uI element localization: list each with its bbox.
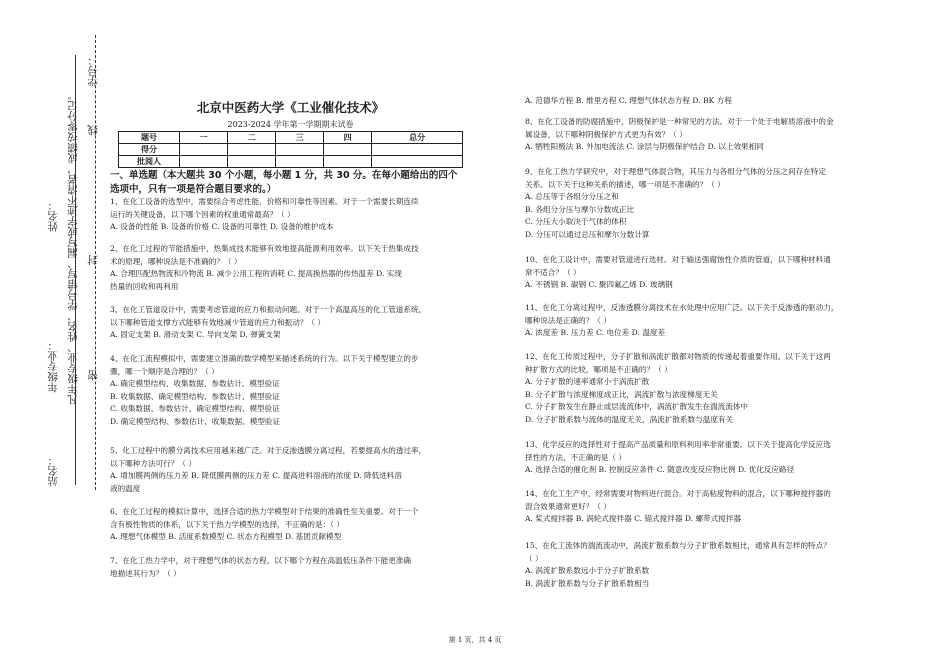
binding-warning: 凡年级专业、姓名、学号错写、漏写或字迹不清者，成绩按零分记。 bbox=[67, 90, 79, 405]
question-block bbox=[525, 95, 870, 108]
question-block bbox=[525, 116, 870, 154]
question-line: A. 设备的性能 B. 设备的价格 C. 设备的可靠性 D. 设备的维护成本 bbox=[110, 222, 334, 232]
question-line: D. 确定模型结构、参数估计、收集数据、模型验证 bbox=[110, 416, 281, 426]
question-line: A. 涡流扩散系数远小于分子扩散系数 bbox=[525, 566, 650, 576]
question-block bbox=[110, 445, 480, 495]
score-cell[interactable] bbox=[372, 144, 463, 156]
page-footer: 第 1 页，共 4 页 bbox=[448, 636, 502, 644]
grader-cell[interactable] bbox=[324, 156, 372, 168]
question-text: 3、在化工管道设计中，需要考虑管道的应力和振动问题。对于一个高温高压的化工管道系统， bbox=[110, 305, 427, 314]
score-cell[interactable] bbox=[324, 144, 372, 156]
grader-cell[interactable] bbox=[228, 156, 276, 168]
question-line: D. 分子扩散系数与流体的温度无关，涡流扩散系数与温度有关 bbox=[525, 414, 734, 424]
question-line: B. 收集数据、确定模型结构、参数估计、模型验证 bbox=[110, 391, 280, 401]
question-text: 9、在化工热力学研究中，对于理想气体混合物，其压力与各组分气体的分压之间存在特定 bbox=[525, 167, 826, 176]
question-line: D. 分压可以通过总压和摩尔分数计算 bbox=[525, 229, 650, 239]
exam-subtitle: 2023-2024 学年第一学期期末试卷 bbox=[227, 120, 354, 129]
question-line: A. 增加膜两侧的压力差 B. 降低膜两侧的压力差 C. 提高进料溶液的浓度 D. 降低进料溶 bbox=[110, 471, 402, 481]
grader-cell[interactable] bbox=[276, 156, 324, 168]
question-line: A. 合理匹配热物流和冷物流 B. 减少公用工程的消耗 C. 提高换热器的传热温差 D. 实现 bbox=[110, 269, 402, 279]
question-line: 以下哪种方法可行？（ ） bbox=[110, 458, 196, 468]
seal-char-feng: 封 bbox=[87, 255, 99, 266]
question-text: 4、在化工流程模拟中，需要建立准确的数学模型来描述系统的行为。以下关于模型建立的步 bbox=[110, 354, 419, 363]
question-line: 择性的方法，不正确的是（ ） bbox=[525, 452, 627, 462]
question-line: 含有极性物质的体系，以下关于热力学模型的选择，不正确的是：（ ） bbox=[110, 519, 345, 529]
question-line: （ ） bbox=[525, 553, 543, 563]
question-line: A. 总压等于各组分分压之和 bbox=[525, 192, 619, 202]
question-block bbox=[525, 254, 870, 292]
question-line: 以下哪种管道支撑方式能够有效地减少管道的应力和振动？（ ） bbox=[110, 317, 326, 327]
question-text: 10、在化工设计中，需要对管道进行选材。对于输送强腐蚀性介质的管道，以下哪种材料通 bbox=[525, 255, 831, 264]
name-label: 姓名： bbox=[47, 200, 59, 232]
question-line: 骤，哪一个顺序是合理的？（ ） bbox=[110, 366, 219, 376]
question-text: 11、在化工分离过程中，反渗透膜分离技术在水处理中应用广泛。以下关于反渗透的驱动力， bbox=[525, 303, 839, 312]
question-line: C. 分子扩散发生在静止或层流流体中，涡流扩散发生在湍流流体中 bbox=[525, 402, 748, 412]
station-label: 站名： bbox=[47, 455, 59, 487]
question-text: 13、化学反应的选择性对于提高产品质量和原料利用率非常重要。以下关于提高化学反应选 bbox=[525, 440, 831, 449]
student-id-label: 学号： bbox=[87, 55, 99, 87]
question-text: 5、化工过程中的膜分离技术应用越来越广泛。对于反渗透膜分离过程，若要提高水的透过率， bbox=[110, 446, 427, 455]
question-line: 术的原理，哪种说法是不准确的？（ ） bbox=[110, 256, 242, 266]
grader-cell[interactable] bbox=[180, 156, 228, 168]
question-line: B. 各组分分压与摩尔分数成正比 bbox=[525, 204, 635, 214]
score-header-cell: 四 bbox=[324, 132, 372, 144]
question-line: 常不适合？（ ） bbox=[525, 267, 581, 277]
section-heading-line: 一、单选题（本大题共 30 个小题，每小题 1 分，共 30 分。在每小题给出的四个 bbox=[110, 170, 458, 181]
score-row-label: 得分 bbox=[119, 144, 180, 156]
question-line: A. 固定支架 B. 滑动支架 C. 导向支架 D. 弹簧支架 bbox=[110, 330, 281, 340]
grader-row-label: 批阅人 bbox=[119, 156, 180, 168]
question-line: 地描述其行为？（ ） bbox=[110, 568, 181, 578]
score-header-cell: 总分 bbox=[372, 132, 463, 144]
score-cell[interactable] bbox=[276, 144, 324, 156]
question-line: A. 分子扩散的速率通常小于涡流扩散 bbox=[525, 377, 650, 387]
exam-title: 北京中医药大学《工业催化技术》 bbox=[196, 100, 385, 115]
question-block bbox=[525, 439, 870, 477]
question-block bbox=[525, 351, 870, 427]
question-line: A. 选择合适的催化剂 B. 控制反应条件 C. 随意改变反应物比例 D. 优化反应路径 bbox=[525, 465, 795, 475]
question-text: A. 范德华方程 B. 维里方程 C. 理想气体状态方程 D. BK 方程 bbox=[525, 96, 732, 105]
question-line: C. 分压大小取决于气体的体积 bbox=[525, 217, 627, 227]
question-block bbox=[110, 506, 480, 544]
score-table-header bbox=[119, 132, 463, 144]
question-text: 7、在化工热力学中，对于理想气体的状态方程，以下哪个方程在高温低压条件下能更准确 bbox=[110, 556, 411, 565]
question-text: 6、在化工过程的模拟计算中，选择合适的热力学模型对于结果的准确性至关重要。对于一个 bbox=[110, 507, 419, 516]
question-line: B. 分子扩散与浓度梯度成正比，涡流扩散与浓度梯度无关 bbox=[525, 389, 718, 399]
question-line: 热量的回收和再利用 bbox=[110, 281, 179, 291]
section-heading-line: 选项中，只有一项是符合题目要求的。） bbox=[110, 184, 277, 195]
question-line: 运行的关键设备，以下哪个因素的权重通常最高？（ ） bbox=[110, 209, 295, 219]
question-line: B. 涡流扩散系数与分子扩散系数相当 bbox=[525, 578, 650, 588]
question-line: C. 收集数据、参数估计、确定模型结构、模型验证 bbox=[110, 404, 280, 414]
seal-char-xian: 线 bbox=[87, 125, 99, 136]
score-header-cell: 二 bbox=[228, 132, 276, 144]
question-block bbox=[525, 540, 870, 590]
score-row bbox=[119, 144, 463, 156]
question-text: 14、在化工生产中，经常需要对物料进行混合。对于高粘度物料的混合，以下哪种搅拌器的 bbox=[525, 489, 831, 498]
seal-char-mi: 密 bbox=[87, 370, 99, 381]
question-text: 15、在化工流体的湍流流动中，涡流扩散系数与分子扩散系数相比，通常具有怎样的特点？ bbox=[525, 541, 831, 550]
question-line: 哪种说法是正确的？（ ） bbox=[525, 315, 611, 325]
question-block bbox=[525, 302, 870, 340]
score-table bbox=[118, 131, 463, 168]
question-line: 属设备，以下哪种阴极保护方式更为有效？（ ） bbox=[525, 129, 687, 139]
question-block bbox=[525, 488, 870, 526]
question-text: 8、在化工设备的防腐措施中，阴极保护是一种常见的方法。对于一个处于电解质溶液中的金 bbox=[525, 117, 834, 126]
question-block bbox=[110, 243, 480, 293]
question-line: A. 理想气体模型 B. 活度系数模型 C. 状态方程模型 D. 基团贡献模型 bbox=[110, 532, 342, 542]
question-block bbox=[110, 353, 480, 429]
question-block bbox=[525, 166, 870, 242]
grader-row bbox=[119, 156, 463, 168]
question-line: A. 浓度差 B. 压力差 C. 电位差 D. 温度差 bbox=[525, 328, 666, 338]
question-line: A. 桨式搅拌器 B. 涡轮式搅拌器 C. 锚式搅拌器 D. 螺带式搅拌器 bbox=[525, 514, 742, 524]
section-one-heading bbox=[110, 169, 480, 197]
question-block bbox=[110, 196, 480, 234]
grader-cell[interactable] bbox=[372, 156, 463, 168]
question-line: 关系。以下关于这种关系的描述，哪一项是不准确的？（ ） bbox=[525, 179, 725, 189]
grade-major-label: 年级专业： bbox=[47, 340, 59, 393]
question-block bbox=[110, 555, 480, 580]
question-line: A. 确定模型结构、收集数据、参数估计、模型验证 bbox=[110, 379, 280, 389]
question-text: 1、在化工设备的选型中，需要综合考虑性能、价格和可靠性等因素。对于一个需要长期连续 bbox=[110, 197, 419, 206]
question-text: 2、在化工过程的节能措施中，热集成技术能够有效地提高能源利用效率。以下关于热集成技 bbox=[110, 244, 419, 253]
score-cell[interactable] bbox=[228, 144, 276, 156]
question-line: A. 牺牲阳极法 B. 外加电流法 C. 涂层与阴极保护结合 D. 以上效果相同 bbox=[525, 142, 764, 152]
question-text: 12、在化工传质过程中，分子扩散和涡流扩散都对物质的传递起着重要作用。以下关于这两 bbox=[525, 352, 831, 361]
score-header-cell: 题号 bbox=[119, 132, 180, 144]
score-header-cell: 三 bbox=[276, 132, 324, 144]
question-line: 种扩散方式的比较，哪项是不正确的？（ ） bbox=[525, 364, 672, 374]
question-line: 液的温度 bbox=[110, 483, 141, 493]
question-line: 混合效果通常更好？（ ） bbox=[525, 501, 611, 511]
question-block bbox=[110, 304, 480, 342]
question-line: A. 不锈钢 B. 碳钢 C. 聚四氟乙烯 D. 玻璃钢 bbox=[525, 280, 673, 290]
score-header-cell: 一 bbox=[180, 132, 228, 144]
score-cell[interactable] bbox=[180, 144, 228, 156]
